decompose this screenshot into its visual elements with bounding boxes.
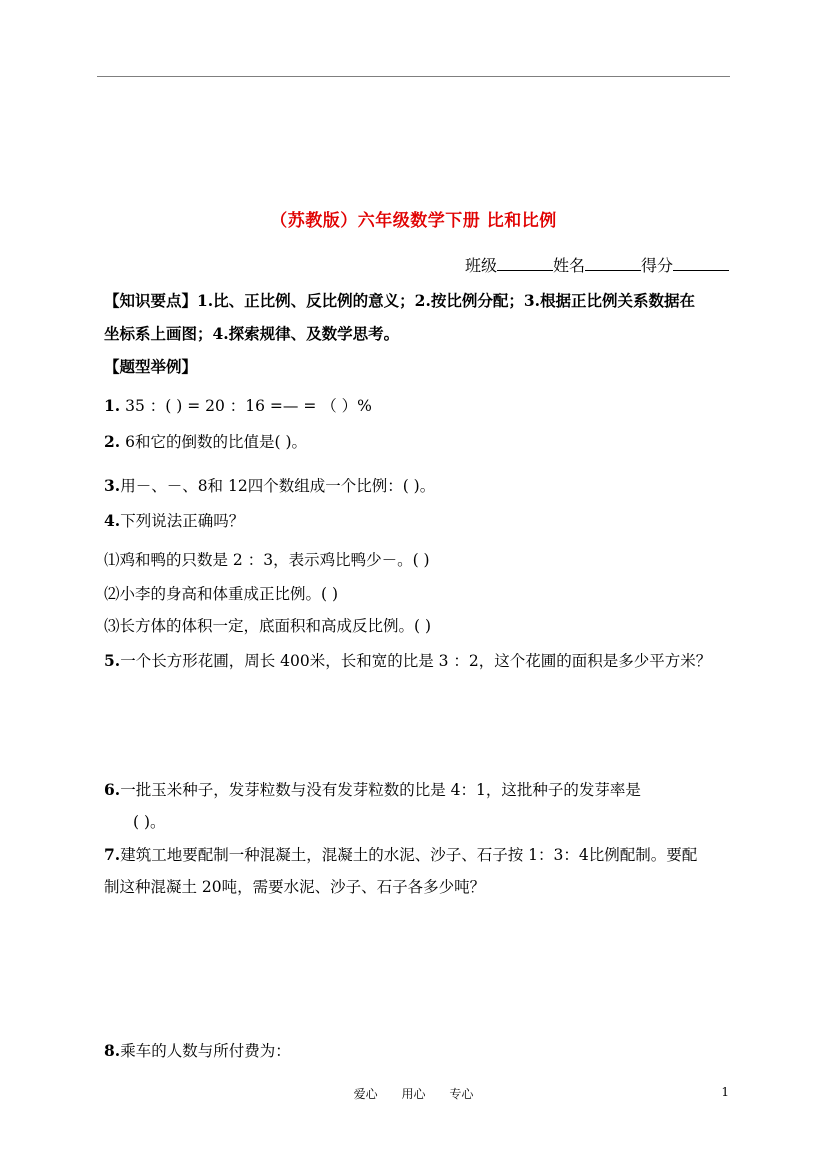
question-text: 乘车的人数与所付费为： xyxy=(120,1042,291,1060)
student-info xyxy=(465,253,729,276)
footer-item: 用心 xyxy=(401,1087,426,1101)
question-text: 一个长方形花圃，周长 400米，长和宽的比是 3 ：2，这个花圃的面积是多少平方米？ xyxy=(120,652,712,670)
question-text: 建筑工地要配制一种混凝土，混凝土的水泥、沙子、石子按 1：3：4比例配制。要配 xyxy=(120,846,698,864)
question-3 xyxy=(104,474,435,496)
name-blank xyxy=(585,256,641,271)
footer-item: 专心 xyxy=(449,1087,474,1101)
question-text: 用－、－、8和 12四个数组成一个比例：( )。 xyxy=(120,477,436,495)
examples-heading: 【题型举例】 xyxy=(104,357,198,376)
question-5 xyxy=(104,649,711,671)
page-title: （苏教版）六年级数学下册 比和比例 xyxy=(270,211,557,231)
question-4-item-1: ⑴鸡和鸭的只数是 2 ：3，表示鸡比鸭少－。( ) xyxy=(104,551,430,569)
footer xyxy=(0,1085,827,1102)
question-number: 2. xyxy=(104,432,121,451)
question-4-item-3: ⑶长方体的体积一定，底面积和高成反比例。( ) xyxy=(104,617,432,635)
question-6-line-2: ( )。 xyxy=(133,813,166,831)
question-8 xyxy=(104,1039,291,1061)
question-7-line-2: 制这种混凝土 20吨，需要水泥、沙子、石子各多少吨？ xyxy=(104,878,486,896)
page-number: 1 xyxy=(721,1085,729,1099)
knowledge-points-line-1: 【知识要点】1.比、正比例、反比例的意义；2.按比例分配；3.根据正比例关系数据在 xyxy=(104,291,696,310)
question-number: 3. xyxy=(104,476,121,495)
question-text: 6和它的倒数的比值是( )。 xyxy=(120,433,307,451)
question-number: 6. xyxy=(104,780,121,799)
question-number: 8. xyxy=(104,1041,121,1060)
name-label: 姓名 xyxy=(552,256,585,275)
question-4 xyxy=(104,509,244,531)
knowledge-points-line-2: 坐标系上画图；4.探索规律、及数学思考。 xyxy=(104,324,400,343)
class-blank xyxy=(497,256,553,271)
question-text: 下列说法正确吗？ xyxy=(120,512,245,530)
score-label: 得分 xyxy=(640,256,673,275)
class-label: 班级 xyxy=(464,256,497,275)
header-rule xyxy=(97,76,730,77)
question-4-item-2: ⑵小李的身高和体重成正比例。( ) xyxy=(104,585,339,603)
question-text: 一批玉米种子，发芽粒数与没有发芽粒数的比是 4：1，这批种子的发芽率是 xyxy=(120,781,641,799)
question-2 xyxy=(104,430,307,452)
question-1 xyxy=(104,394,372,416)
score-blank xyxy=(673,256,729,271)
question-number: 7. xyxy=(104,845,121,864)
question-number: 4. xyxy=(104,511,121,530)
question-number: 1. xyxy=(104,396,121,415)
footer-item: 爱心 xyxy=(353,1087,378,1101)
question-7 xyxy=(104,843,697,865)
question-6 xyxy=(104,778,641,800)
question-text: 35 ：( ) = 20 ：16 =— = （ ）% xyxy=(120,397,372,415)
question-number: 5. xyxy=(104,651,121,670)
